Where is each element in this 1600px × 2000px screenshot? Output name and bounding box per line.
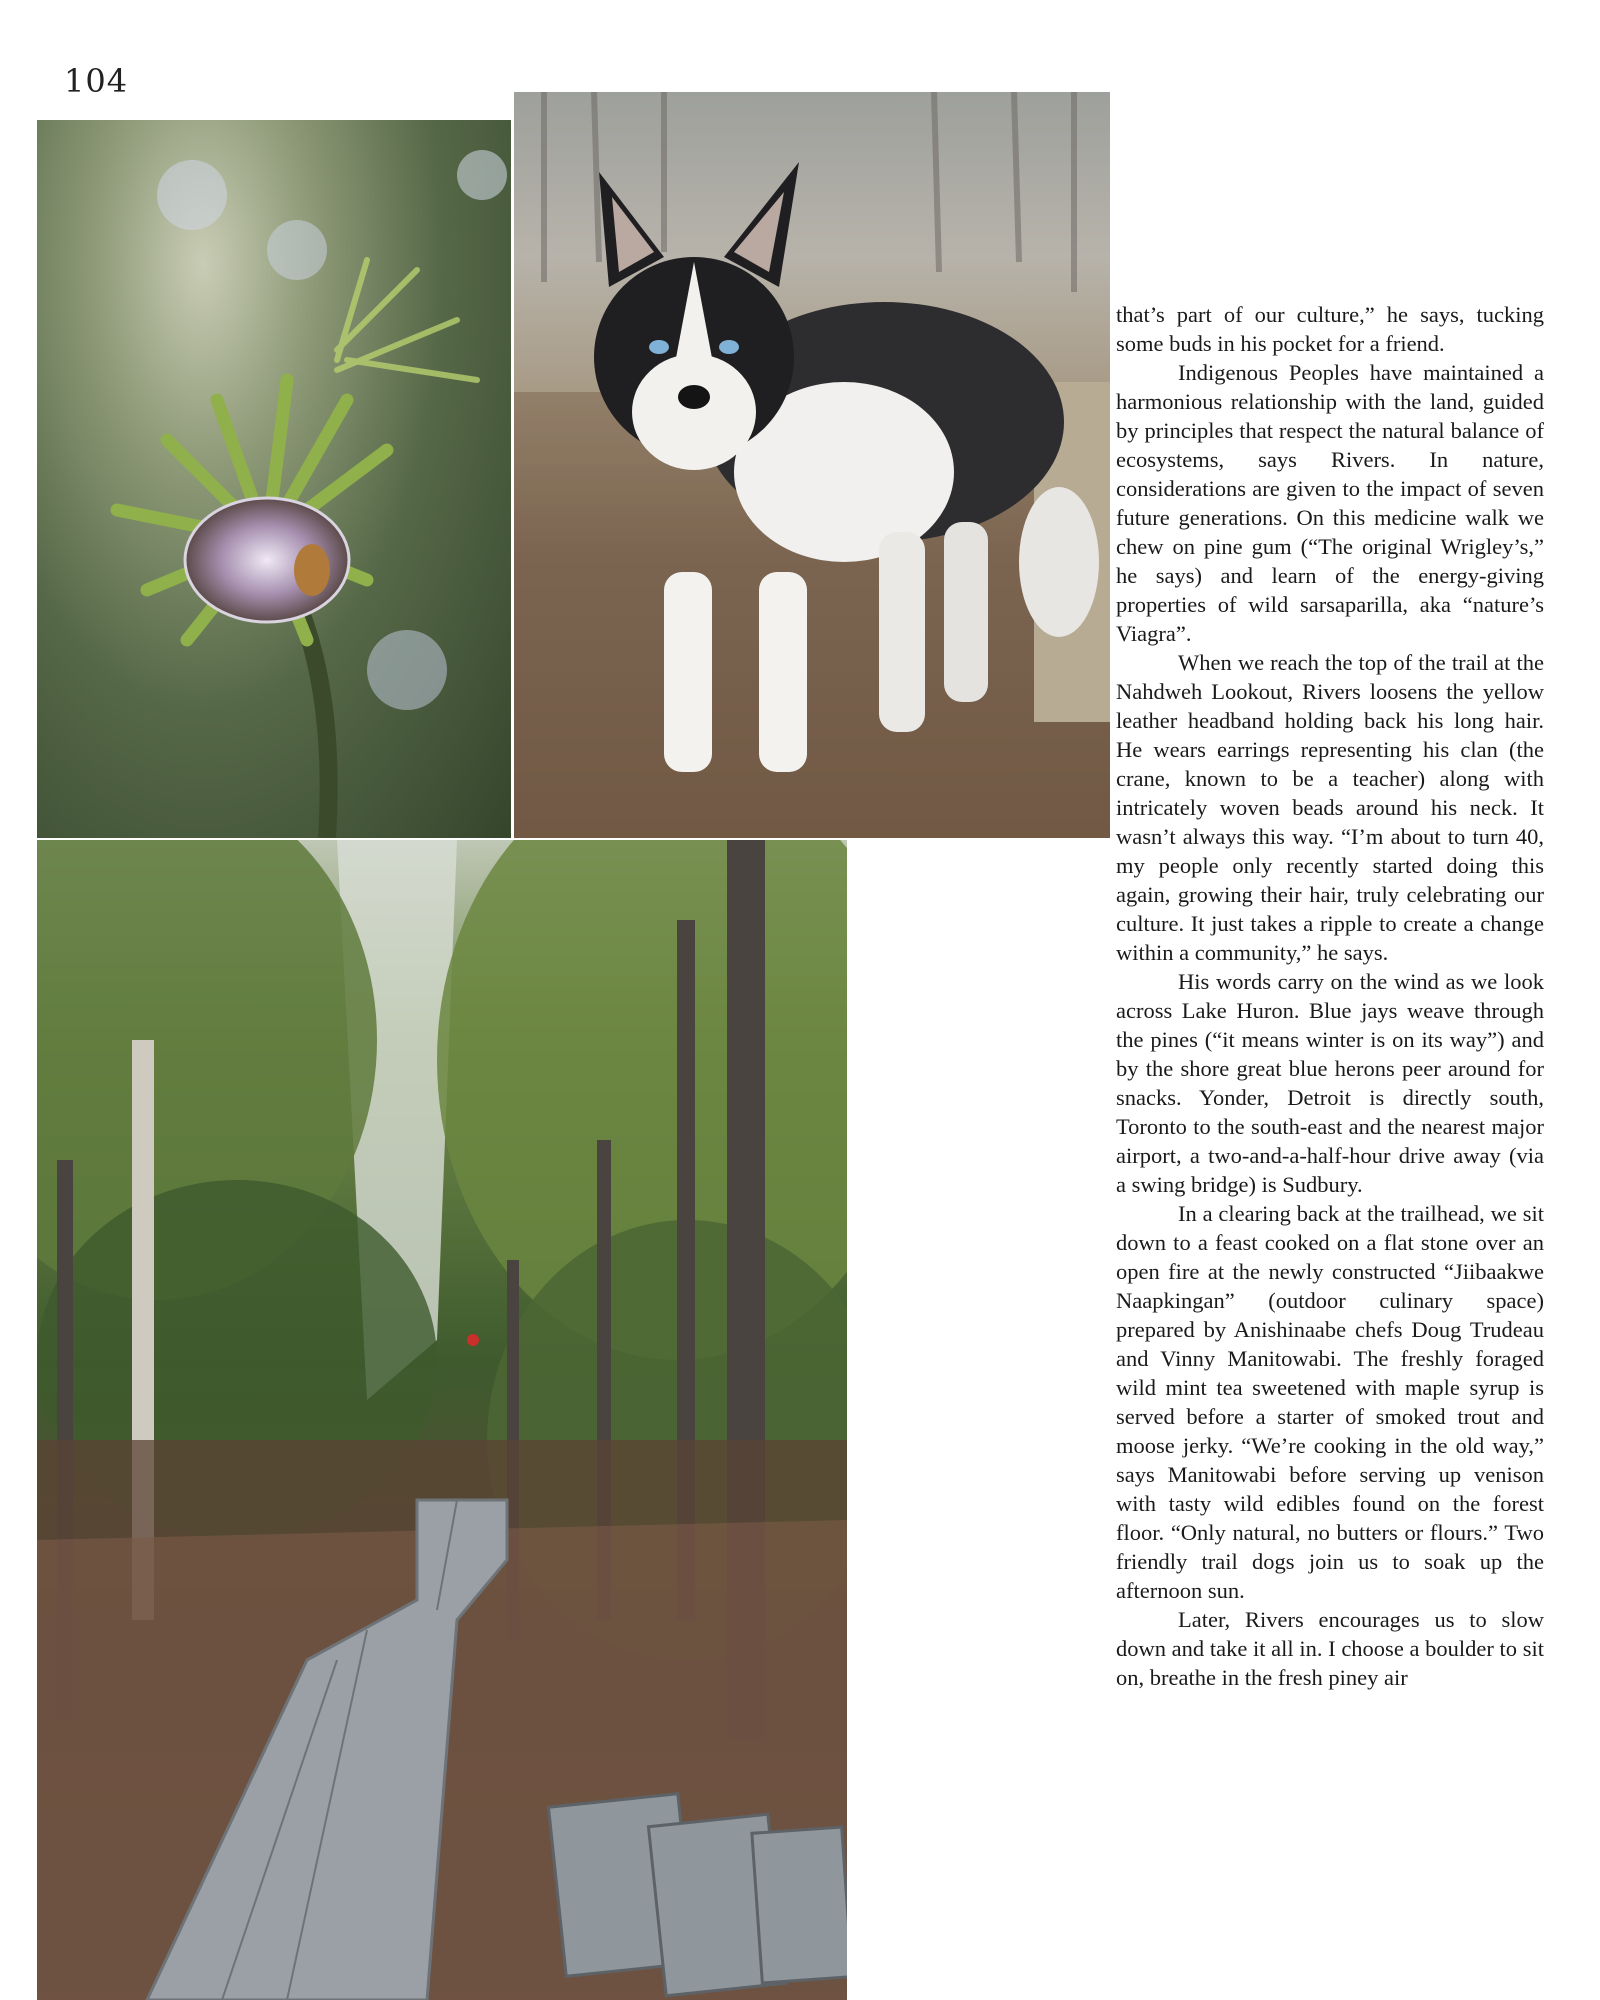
article-paragraph: Later, Rivers encourages us to slow down and take it all in. I choose a boulder to sit on, breathe in the fresh piney air [1116,1607,1544,1690]
boardwalk-trail-icon [37,840,847,2000]
pine-bud-icon [37,120,511,838]
article-body [1116,300,1544,1692]
pine-bud-photo [37,120,511,838]
article-paragraph: When we reach the top of the trail at the Nahdweh Lookout, Rivers loosens the yellow leather headband holding back his long hair. He wears earrings representing his clan (the crane, known to be a teacher) along with intricately woven beads around his neck. It wasn’t always this way. “I’m about to turn 40, my people only recently started doing this again, growing their hair, truly celebrating our culture. It just takes a ripple to create a change within a community,” he says. [1116,650,1544,965]
page-number: 104 [64,62,129,100]
article-paragraph: that’s part of our culture,” he says, tucking some buds in his pocket for a friend. [1116,302,1544,356]
husky-dog-icon [514,92,1110,838]
forest-boardwalk-photo [37,840,847,2000]
husky-dog-photo [514,92,1110,838]
article-paragraph: His words carry on the wind as we look across Lake Huron. Blue jays weave through the pines (“it means winter is on its way”) and by the shore great blue herons peer around for snacks. Yonder, Detroit is directly south, Toronto to the south-east and the nearest major airport, a two-and-a-half-hour drive away (via a swing bridge) is Sudbury. [1116,969,1544,1197]
article-paragraph: In a clearing back at the trailhead, we sit down to a feast cooked on a flat stone over an open fire at the newly constructed “Jiibaakwe Naapkingan” (outdoor culinary space) prepared by Anishinaabe chefs Doug Trudeau and Vinny Manitowabi. The freshly foraged wild mint tea sweetened with maple syrup is served before a starter of smoked trout and moose jerky. “We’re cooking in the old way,” says Manitowabi before serving up venison with tasty wild edibles found on the forest floor. “Only natural, no butters or flours.” Two friendly trail dogs join us to soak up the afternoon sun. [1116,1201,1544,1603]
article-paragraph: Indigenous Peoples have maintained a harmonious relationship with the land, guided by principles that respect the natural balance of ecosystems, says Rivers. In nature, considerations are given to the impact of seven future generations. On this medicine walk we chew on pine gum (“The original Wrigley’s,” he says) and learn of the energy-giving properties of wild sarsaparilla, aka “nature’s Viagra”. [1116,360,1544,646]
